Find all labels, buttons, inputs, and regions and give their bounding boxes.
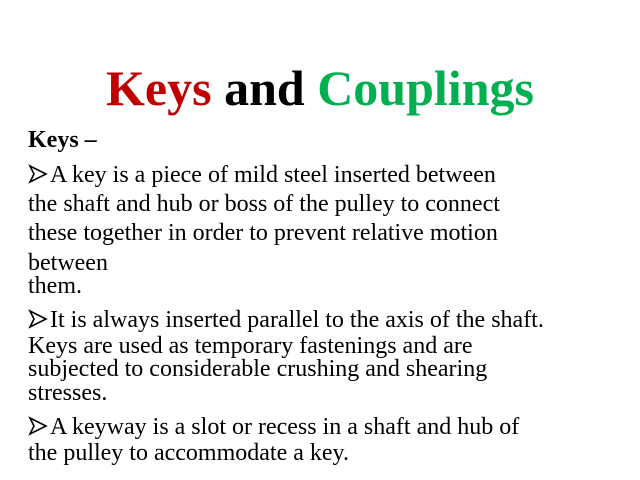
body-text-line: the pulley to accommodate a key. (28, 440, 349, 466)
arrowhead-bullet-icon (28, 416, 50, 436)
section-heading: Keys – (28, 127, 97, 153)
title-word-keys: Keys (106, 60, 212, 116)
body-text-line: A keyway is a slot or recess in a shaft and hub of (50, 414, 520, 440)
bullet-line (28, 162, 496, 188)
body-text-line: between (28, 250, 108, 276)
body-text-line: subjected to considerable crushing and shearing (28, 356, 488, 382)
body-text-line: Keys are used as temporary fastenings and are (28, 333, 473, 359)
title-word-couplings: Couplings (317, 60, 534, 116)
body-text-line: them. (28, 273, 82, 299)
arrowhead-bullet-icon (28, 309, 50, 329)
body-text-line: It is always inserted parallel to the axis of the shaft. (50, 307, 544, 333)
body-text-line: stresses. (28, 380, 108, 406)
bullet-line (28, 307, 544, 333)
body-text-line: A key is a piece of mild steel inserted between (50, 162, 496, 188)
body-text-line: the shaft and hub or boss of the pulley to connect (28, 191, 500, 217)
body-text-line: these together in order to prevent relative motion (28, 220, 498, 246)
bullet-line (28, 414, 519, 440)
slide-title (0, 58, 640, 118)
title-word-and: and (224, 60, 305, 116)
arrowhead-bullet-icon (28, 164, 50, 184)
